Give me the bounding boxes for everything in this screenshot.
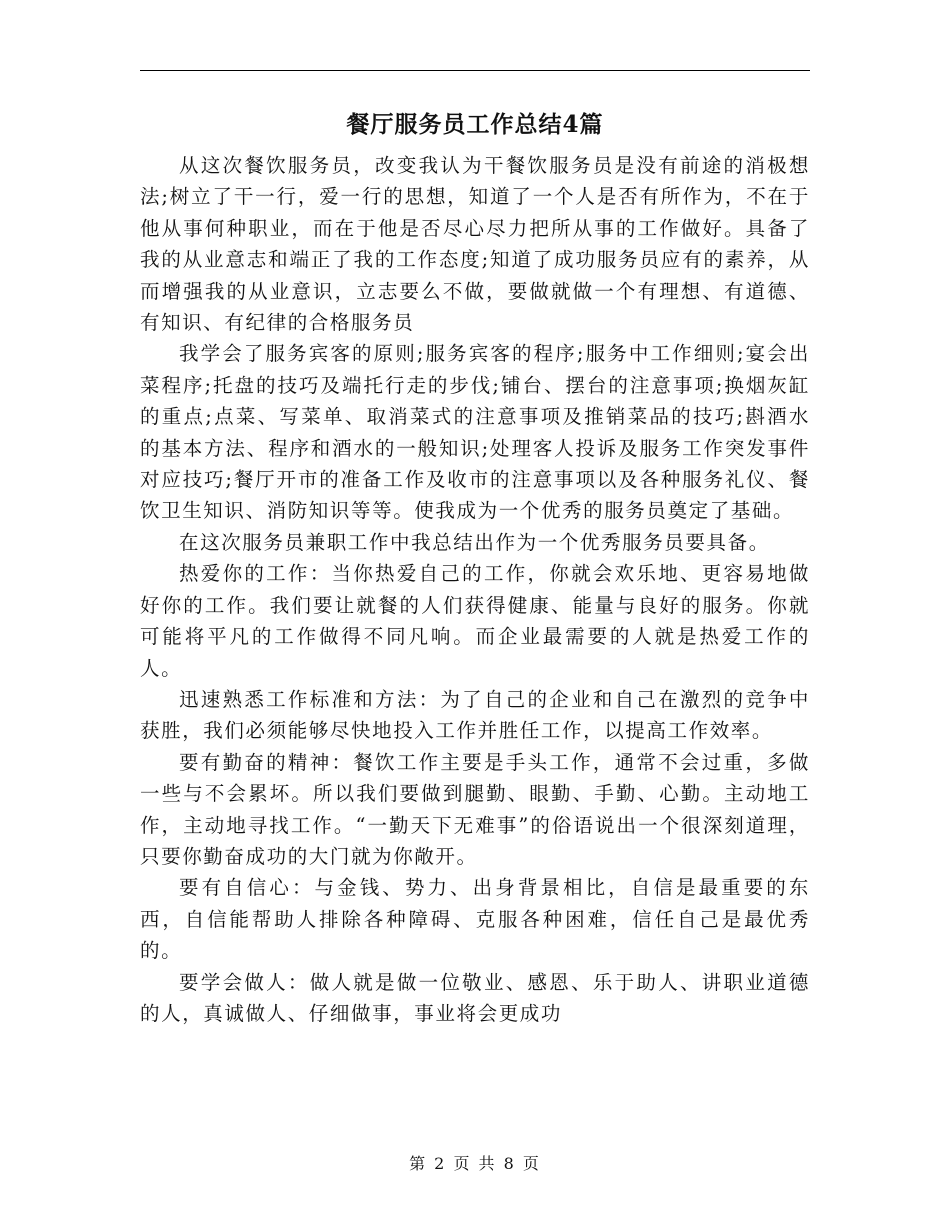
- paragraph-be-a-good-person: 要学会做人：做人就是做一位敬业、感恩、乐于助人、讲职业道德的人，真诚做人、仔细做事，事业将会更成功: [140, 970, 810, 1025]
- paragraph-love-your-work: 热爱你的工作：当你热爱自己的工作，你就会欢乐地、更容易地做好你的工作。我们要让就餐的人们获得健康、能量与良好的服务。你就可能将平凡的工作做得不同凡响。而企业最需要的人就是热爱工作的人。: [140, 562, 810, 680]
- document-title: 餐厅服务员工作总结4篇: [346, 111, 604, 138]
- paragraph-confidence: 要有自信心：与金钱、势力、出身背景相比，自信是最重要的东西，自信能帮助人排除各种障碍、克服各种困难，信任自己是最优秀的。: [140, 876, 810, 963]
- paragraph-skills-learned: 我学会了服务宾客的原则;服务宾客的程序;服务中工作细则;宴会出菜程序;托盘的技巧及端托行走的步伐;铺台、摆台的注意事项;换烟灰缸的重点;点菜、写菜单、取消菜式的注意事项及推销菜品的技巧;斟酒水的基本方法、程序和酒水的一般知识;处理客人投诉及服务工作突发事件对应技巧;餐厅开市的准备工作及收市的注意事项以及各种服务礼仪、餐饮卫生知识、消防知识等等。使我成为一个优秀的服务员奠定了基础。: [140, 342, 810, 523]
- paragraph-summary-lead: 在这次服务员兼职工作中我总结出作为一个优秀服务员要具备。: [179, 530, 770, 554]
- paragraph-intro: 从这次餐饮服务员，改变我认为干餐饮服务员是没有前途的消极想法;树立了干一行，爱一行的思想，知道了一个人是否有所作为，不在于他从事何种职业，而在于他是否尽心尽力把所从事的工作做好。具备了我的从业意志和端正了我的工作态度;知道了成功服务员应有的素养，从而增强我的从业意识，立志要么不做，要做就做一个有理想、有道德、有知识、有纪律的合格服务员: [140, 154, 810, 335]
- page-number: 第 2 页 共 8 页: [409, 1154, 541, 1173]
- paragraph-diligence: 要有勤奋的精神：餐饮工作主要是手头工作，通常不会过重，多做一些与不会累坏。所以我们要做到腿勤、眼勤、手勤、心勤。主动地工作，主动地寻找工作。“一勤天下无难事”的俗语说出一个很深刻道理，只要你勤奋成功的大门就为你敞开。: [140, 750, 810, 868]
- paragraph-learn-standards: 迅速熟悉工作标准和方法：为了自己的企业和自己在激烈的竞争中获胜，我们必须能够尽快地投入工作并胜任工作，以提高工作效率。: [140, 687, 810, 743]
- header-rule: [140, 70, 810, 71]
- document-body: [140, 150, 810, 1029]
